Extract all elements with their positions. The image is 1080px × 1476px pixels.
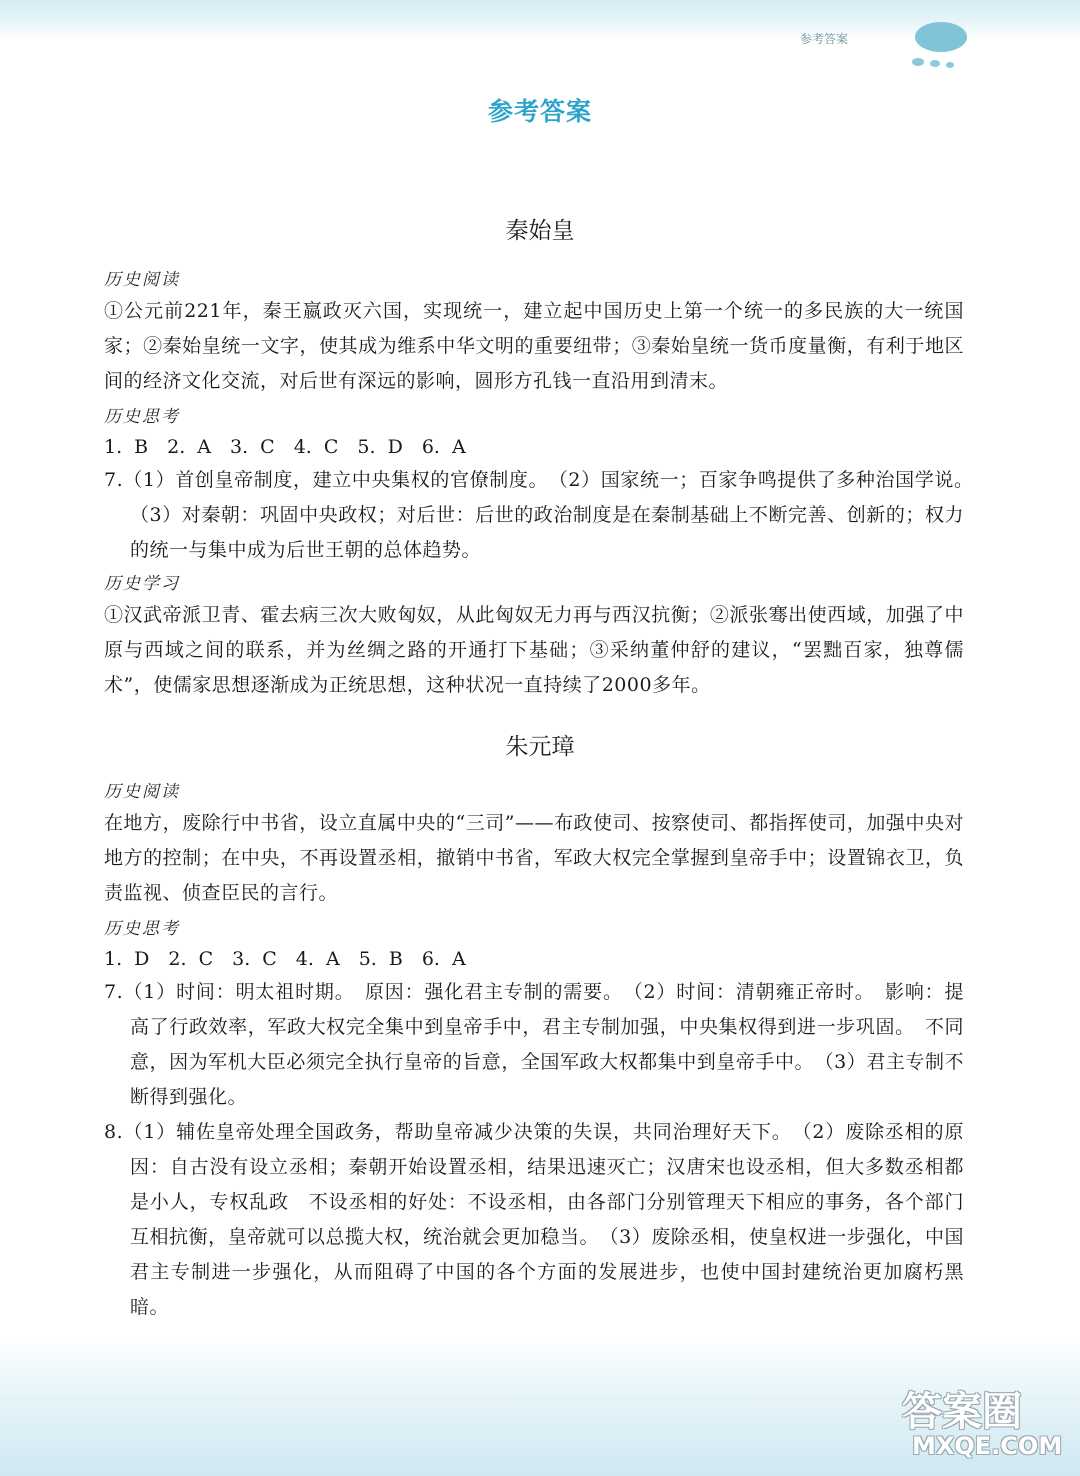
thinking-label: 历史思考 [104,919,180,939]
corner-blob-icon [915,22,967,52]
reading-text: 在地方，废除行中书省，设立直属中央的“三司”——布政使司、按察使司、都指挥使司，加强中央对地方的控制；在中央，不再设置丞相，撤销中书省，军政大权完全掌握到皇帝手中；设置锦衣卫，负责监视、侦查臣民的言行。 [104,812,964,904]
study-label: 历史学习 [104,574,180,594]
section-title-zhuyuanzhang: 朱元璋 [505,734,575,760]
section-title-qinshihuang: 秦始皇 [505,218,575,244]
reading-text: ①公元前221年，秦王嬴政灭六国，实现统一，建立起中国历史上第一个统一的多民族的大一统国家；②秦始皇统一文字，使其成为维系中华文明的重要纽带；③秦始皇统一货币度量衡，有利于地区间的经济文化交流，对后世有深远的影响，圆形方孔钱一直沿用到清末。 [104,300,964,392]
corner-dot-icon [930,60,940,67]
multiple-choice-answers: 1. D 2. C 3. C 4. A 5. B 6. A [104,948,466,970]
reading-label: 历史阅读 [104,782,180,802]
thinking-label: 历史思考 [104,407,180,427]
watermark-logo [902,1380,1072,1470]
page-title: 参考答案 [487,97,592,126]
question-7-answer: 7.（1）首创皇帝制度，建立中央集权的官僚制度。 （2）国家统一；百家争鸣提供了多种治国学说。 （3）对秦朝：巩固中央政权；对后世：后世的政治制度是在秦制基础上不断完善、创新的；权力的统一与集中成为后世王朝的总体趋势。 [104,469,984,561]
question-8-answer: 8.（1）辅佐皇帝处理全国政务，帮助皇帝减少决策的失误，共同治理好天下。 （2）废除丞相的原因：自古没有设立丞相；秦朝开始设置丞相，结果迅速灭亡；汉唐宋也设丞相，但大多数丞相都是小人，专权乱政 不设丞相的好处：不设丞相，由各部门分别管理天下相应的事务，各个部门互相抗衡，皇帝就可以总揽大权，统治就会更加稳当。 （3）废除丞相，使皇权进一步强化，中国君主专制进一步强化，从而阻碍了中国的各个方面的发展进步，也使中国封建统治更加腐朽黑暗。 [104,1121,964,1318]
section-qinshihuang [104,266,984,703]
reading-label: 历史阅读 [104,270,180,290]
watermark-main: 答案圈 [902,1389,1022,1435]
section-zhuyuanzhang [104,778,964,1325]
corner-dot-icon [946,62,954,68]
study-text: ①汉武帝派卫青、霍去病三次大败匈奴，从此匈奴无力再与西汉抗衡；②派张骞出使西域，加强了中原与西域之间的联系，并为丝绸之路的开通打下基础；③采纳董仲舒的建议，“罢黜百家，独尊儒术”，使儒家思想逐渐成为正统思想，这种状况一直持续了2000多年。 [104,604,964,696]
multiple-choice-answers: 1. B 2. A 3. C 4. C 5. D 6. A [104,436,466,458]
corner-tag: 参考答案 [800,32,849,46]
watermark-sub: MXQE.COM [912,1432,1063,1460]
corner-dot-icon [912,58,924,66]
question-7-answer: 7.（1）时间：明太祖时期。 原因：强化君主专制的需要。 （2）时间：清朝雍正帝时。 影响：提高了行政效率，军政大权完全集中到皇帝手中，君主专制加强，中央集权得到进一步巩固。 不同意，因为军机大臣必须完全执行皇帝的旨意，全国军政大权都集中到皇帝手中。 （3）君主专制不断得到强化。 [104,981,964,1108]
